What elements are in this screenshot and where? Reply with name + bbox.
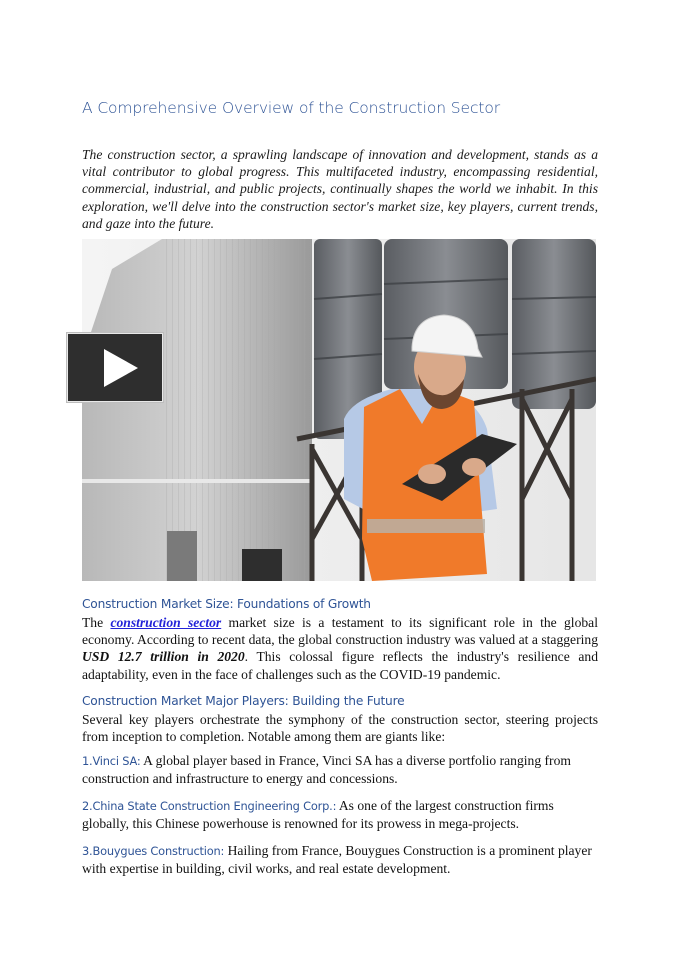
list-item-bouygues bbox=[82, 842, 602, 878]
list-item-text: Hailing from France, Bouygues Construction is a prominent player with expertise in building, civil works, and real estate development. bbox=[82, 843, 592, 876]
list-item-text: A global player based in France, Vinci SA has a diverse portfolio ranging from construction and infrastructure to energy and concessions. bbox=[82, 753, 571, 786]
market-size-paragraph bbox=[82, 614, 598, 683]
intro-paragraph: The construction sector, a sprawling landscape of innovation and development, stands as a vital contributor to global progress. This multifaceted industry, encompassing residential, commercial, industrial, and public projects, continually shapes the world we inhabit. In this exploration, we'll delve into the construction sector's market size, key players, current trends, and gaze into the future. bbox=[82, 147, 598, 231]
major-players-intro: Several key players orchestrate the symphony of the construction sector, steering projects from inception to completion. Notable among them are giants like: bbox=[82, 712, 598, 745]
construction-worker-illustration bbox=[82, 239, 596, 581]
section-heading-market-size: Construction Market Size: Foundations of Growth bbox=[82, 597, 371, 611]
list-item-vinci bbox=[82, 752, 602, 788]
play-video-button[interactable] bbox=[67, 333, 163, 402]
construction-sector-link[interactable]: construction sector bbox=[110, 615, 222, 630]
play-icon bbox=[104, 349, 138, 387]
hero-image bbox=[82, 239, 596, 581]
list-item-label: 3.Bouygues Construction: bbox=[82, 844, 225, 858]
section-heading-major-players: Construction Market Major Players: Building the Future bbox=[82, 694, 405, 708]
market-size-text-3: . This colossal figure reflects the industry's resilience and adaptability, even in the face of challenges such as the COVID-19 pandemic. bbox=[82, 649, 598, 682]
market-size-text-2: market size is a testament to its significant role in the global economy. According to recent data, the global construction industry was valued at a staggering bbox=[82, 615, 598, 648]
market-size-text-1: The bbox=[82, 615, 111, 630]
market-value-highlight: USD 12.7 trillion in 2020 bbox=[82, 649, 245, 665]
list-item-label: 1.Vinci SA: bbox=[82, 754, 141, 768]
list-item-text: As one of the largest construction firms globally, this Chinese powerhouse is renowned for its prowess in mega-projects. bbox=[82, 798, 554, 831]
list-item-label: 2.China State Construction Engineering Corp.: bbox=[82, 799, 337, 813]
list-item-china-state bbox=[82, 797, 602, 833]
page-title: A Comprehensive Overview of the Construction Sector bbox=[82, 99, 501, 117]
